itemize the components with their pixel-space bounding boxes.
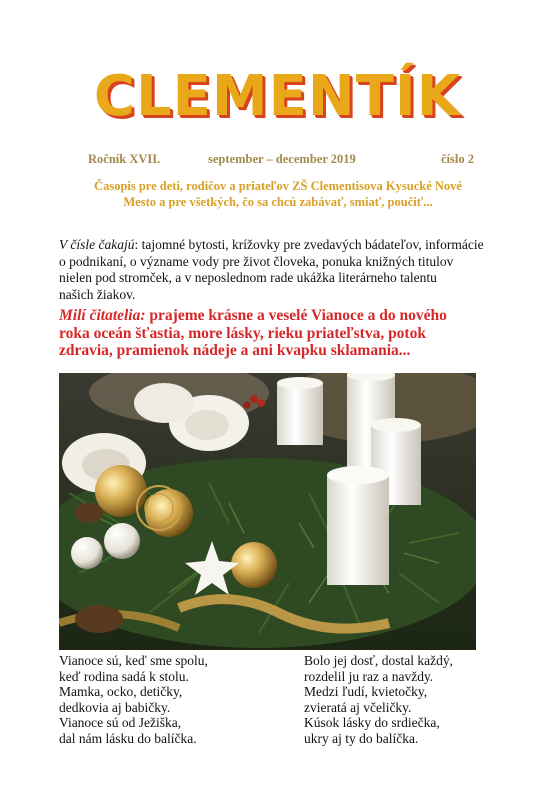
greeting-text: roka oceán šťastia, more lásky, rieku priateľstva, potok	[59, 324, 426, 342]
intro-text: našich žiakov.	[59, 286, 136, 302]
masthead-title: CLEMENTÍK	[93, 64, 462, 129]
intro-text: : tajomné bytosti, krížovky pre zvedavých bádateľov, informácie	[134, 237, 484, 252]
intro-text: nielen pod stromček, a v neposlednom rade ukážka literárneho talentu	[59, 270, 437, 285]
holiday-greeting	[59, 307, 509, 360]
greeting-lead: Milí čitatelia:	[59, 307, 146, 324]
magazine-subtitle	[30, 178, 526, 210]
poem-line: Mamka, ocko, detičky,	[59, 684, 183, 700]
poem-left-stanza	[59, 653, 208, 747]
poem-right-stanza	[304, 653, 453, 747]
issue-number: číslo 2	[441, 152, 474, 166]
poem-line: keď rodina sadá k stolu.	[59, 668, 189, 684]
greeting-text: prajeme krásne a veselé Vianoce a do nového	[145, 307, 447, 324]
poem-line: rozdelil ju raz a navždy.	[304, 668, 434, 684]
contents-intro	[59, 237, 499, 303]
poem-line: Vianoce sú od Ježiška,	[59, 715, 182, 731]
poem-line: dal nám lásku do balíčka.	[59, 730, 197, 746]
poem-line: Medzi ľudí, kvietočky,	[304, 684, 428, 700]
subtitle-line: Mesto a pre všetkých, čo sa chcú zabávať, smiať, poučiť...	[123, 195, 433, 209]
intro-text: o podnikaní, o význame vody pre život človeka, ponuka knižných titulov	[59, 253, 454, 269]
poem-line: Bolo jej dosť, dostal každý,	[304, 653, 454, 668]
advent-wreath-photo	[59, 373, 476, 650]
poem-line: zvieratá aj včeličky.	[304, 699, 412, 715]
volume-label: Ročník XVII.	[88, 152, 161, 166]
poem-line: Vianoce sú, keď sme spolu,	[59, 653, 208, 668]
subtitle-line: Časopis pre deti, rodičov a priateľov ZŠ Clementisova Kysucké Nové	[94, 179, 462, 193]
advent-wreath-illustration	[59, 373, 476, 650]
greeting-text: zdravia, pramienok nádeje a ani kvapku sklamania...	[59, 342, 411, 359]
poem-line: dedkovia aj babičky.	[59, 699, 171, 715]
period-label: september – december 2019	[208, 152, 356, 166]
poem-line: ukry aj ty do balíčka.	[304, 730, 419, 746]
intro-lead: V čísle čakajú	[59, 237, 135, 252]
poem-line: Kúsok lásky do srdiečka,	[304, 715, 440, 731]
